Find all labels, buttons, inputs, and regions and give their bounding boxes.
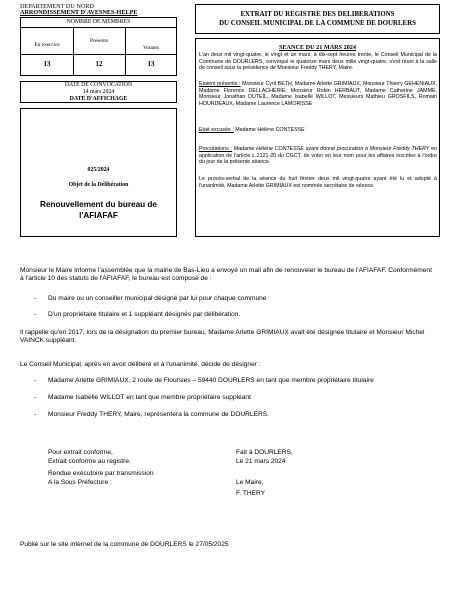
members-title: NOMBRE DE MEMBRES [66, 19, 131, 25]
extract-line2: DU CONSEIL MUNICIPAL DE LA COMMUNE DE DOURLERS [219, 20, 416, 27]
seance-title: SEANCE DU 21 MARS 2024 [278, 44, 356, 51]
seance-procurations [199, 146, 437, 166]
deliberation-box [20, 108, 177, 237]
seance-intro: L'an deux mil vingt-quatre, le vingt et un mars, à dix-sept heures trente, le Conseil Municipal de la Commune de DOURLERS, convoqué le quatorze mars deux mille vingt-quatre, s'est réuni à la salle de conseil sous la présidence de Monsieur Freddy THERY, Maire. [199, 52, 437, 72]
footer-publication: Publié sur le site internet de la commune de DOURLERS le 27/05/2025 [20, 541, 229, 548]
convocation-date: 14 mars 2024 [82, 89, 115, 95]
body-bullet3: Madame Arlette GRIMIAUX, 2 route de Floursies – 59440 DOURLERS en tant que membre propriétaire titulaire [48, 377, 374, 384]
col-en-exercice: En exercice [34, 42, 60, 48]
bullet-dash: - [34, 295, 37, 302]
convocation-label: DATE DE CONVOCATION [64, 82, 133, 88]
body-para1: Monsieur le Maire informe l'assemblée que la mairie de Bas-Lieu a envoyé un mail afin de renouveler le bureau de l'AFIAFAF. Conformément à l'article 10 des statuts de l'AFIAFAF, le bureau est composé de : [20, 267, 432, 283]
presents-label: Etaient présents : [199, 81, 241, 87]
affichage-label: DATE D'AFFICHAGE [69, 96, 128, 102]
col-presents: Présents [90, 38, 108, 44]
col-votants: Votants [142, 45, 160, 51]
body-para3: Le Conseil Municipal, après en avoir délibéré et à l'unanimité, décide de désigner : [20, 361, 261, 368]
sig-right-3: Le Maire, [236, 479, 264, 486]
val-votants: 13 [147, 60, 155, 68]
excusee-label: Etait excusée : [199, 127, 234, 133]
presents-list: Monsieur Cyril BETH, Madame Arlette GRIMIAUX, Monsieur Thierry GEHENIAUX, Madame Florence DELLACHERIE, Monsieur Robin HERBAUT, Madame Catherine JAMME, Monsieur Jonathan DUTEIL, Madame Isabelle WILLOT, Messieurs Mathieu GROSFILS, Romain HOURDEAUX, Madame Laurence LAMORISSE [199, 81, 437, 107]
sig-left-3: Rendue exécutoire par transmission [48, 470, 154, 477]
seance-presents [199, 81, 437, 107]
val-presents: 12 [95, 60, 103, 68]
extract-box [195, 4, 440, 34]
body-bullet5: Monsieur Freddy THERY, Maire, représentera la commune de DOURLERS. [48, 411, 269, 418]
bullet-dash: - [34, 394, 37, 401]
procurations-label: Procurations : [199, 146, 232, 152]
sig-right-1: Fait à DOURLERS, [236, 449, 293, 456]
bullet-dash: - [34, 311, 37, 318]
convocation-box [20, 81, 177, 103]
deliberation-title-1: Renouvellement du bureau de [40, 200, 157, 209]
seance-excusee [199, 127, 437, 134]
bullet-dash: - [34, 411, 37, 418]
arrondissement-label: ARRONDISSEMENT D'AVESNES-HELPE [20, 9, 138, 16]
deliberation-title-2: l'AFIAFAF [79, 211, 118, 220]
body-bullet1: Du maire ou un conseiller municipal désigné par lui pour chaque commune [48, 295, 267, 302]
procurations-italic: Madame Hélène CONTESSE ayant donné procuration à Monsieur Freddy THERY [233, 146, 430, 152]
seance-proces: Le procès-verbal de la séance du huit février deux mil vingt-quatre ayant été lu et adopté à l'unanimité, Madame Arlette GRIMIAUX est nommée secrétaire de séance. [199, 176, 437, 189]
procurations-rest: en application de l'article L.2121-20 du CGCT, de voter en leur nom pour les affaires inscrites à l'ordre du jour de la présente séance. [199, 146, 437, 166]
sig-left-2: Extrait conforme au registre. [48, 458, 131, 465]
bullet-dash: - [34, 377, 37, 384]
sig-left-1: Pour extrait conforme, [48, 449, 113, 456]
department-label: DEPARTEMENT DU NORD [20, 3, 94, 10]
sig-right-2: Le 21 mars 2024 [236, 458, 286, 465]
val-en-exercice: 13 [43, 60, 51, 68]
deliberation-number: 025/2024 [87, 167, 110, 173]
extract-line1: EXTRAIT DU REGISTRE DES DELIBERATIONS [240, 11, 395, 18]
body-bullet4: Madame Isabelle WILLOT en tant que membre propriétaire suppléant [48, 394, 251, 401]
sig-left-4: A la Sous Préfecture : [48, 479, 112, 486]
sig-right-4: F. THERY [236, 490, 266, 497]
excusee-name: Madame Hélène CONTESSE [235, 127, 305, 133]
body-bullet2: D'un propriétaire titulaire et 1 suppléant désignés par délibération. [48, 311, 241, 318]
object-label: Objet de la Délibération [68, 182, 129, 188]
members-box [20, 17, 177, 76]
body-para2: Il rappelle qu'en 2017, lors de la désignation du premier bureau, Madame Arlette GRIMIAUX avait été désignée titulaire et Monsieur Michel VAINCK suppléant. [20, 329, 425, 345]
